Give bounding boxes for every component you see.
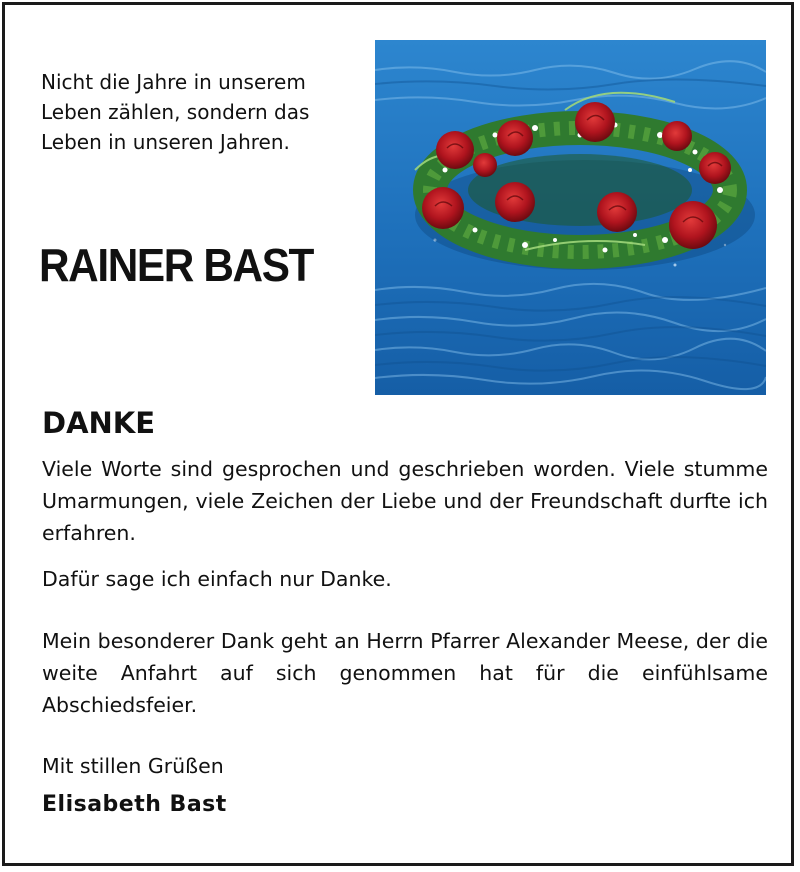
- paragraph: Mein besonderer Dank geht an Herrn Pfarrer Alexander Meese, der die weite Anfahrt auf sich genommen hat für die einfühlsame Abschiedsfeier.: [42, 629, 768, 717]
- paragraph: Viele Worte sind gesprochen und geschrieben worden. Viele stumme Umarmungen, viele Zeichen der Liebe und der Freundschaft durfte ich erfahren.: [42, 457, 768, 545]
- motto-line: Leben zählen, sondern das: [41, 100, 310, 124]
- flower-wreath-on-water-image: [375, 40, 766, 395]
- closing-greeting: Mit stillen Grüßen: [42, 754, 224, 778]
- paragraph: Dafür sage ich einfach nur Danke.: [42, 567, 392, 591]
- message-body: [42, 453, 768, 721]
- signature: Elisabeth Bast: [42, 792, 227, 817]
- motto-line: Leben in unseren Jahren.: [41, 130, 290, 154]
- motto-line: Nicht die Jahre in unserem: [41, 70, 306, 94]
- motto: [41, 67, 361, 157]
- obituary-notice: [2, 2, 794, 866]
- deceased-name: RAINER BAST: [39, 239, 314, 291]
- thanks-heading: DANKE: [42, 406, 156, 440]
